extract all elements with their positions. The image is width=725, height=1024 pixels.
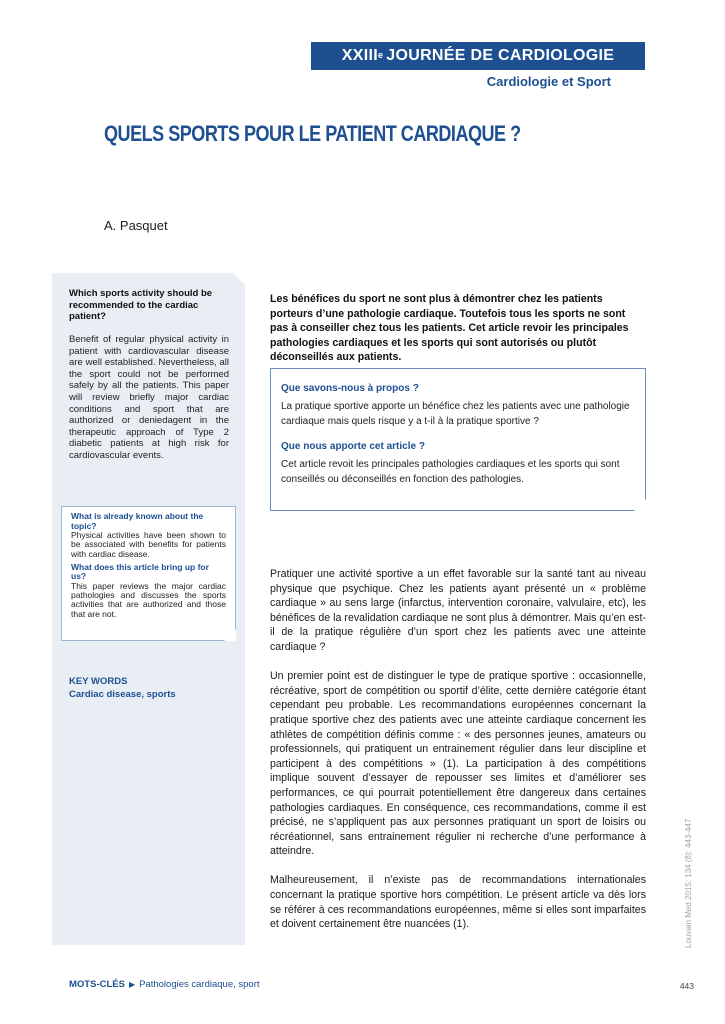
article-lead: Les bénéfices du sport ne sont plus à démontrer chez les patients porteurs d’une pathologie cardiaque. Toutefois tous les sports ne sont pas à conseiller chez tous les patients. Cet article revoir les principales pathologies cardiaques et les sports qui sont autorisés ou plutôt déconseillés aux patients. [270, 293, 629, 363]
journal-banner [311, 42, 645, 70]
article-author: A. Pasquet [104, 218, 168, 233]
journal-sup: e [377, 50, 384, 60]
article-body [270, 567, 646, 946]
known-question-1: What is already known about the topic? [71, 511, 204, 531]
info-question-2: Que nous apporte cet article ? [281, 441, 425, 452]
known-answer-2: This paper reviews the major cardiac pathologies and discusses the sports activities that are authorized and those that are not. [71, 580, 226, 619]
body-paragraph-1: Pratiquer une activité sportive a un effet favorable sur la santé tant au niveau physique que psychique. Chez les patients ayant présenté un « problème cardiaque » au sens large (infarctus, intervention coronaire, valvulaire, etc), les bénéfices de la revalidation cardiaque ne sont plus à démontrer. Mais qu’en est-il de la pratique régulière d’un sport chez les patients avec une atteinte cardiaque ? [270, 568, 646, 653]
info-box-corner [634, 499, 646, 511]
article-title: QUELS SPORTS POUR LE PATIENT CARDIAQUE ? [104, 121, 521, 146]
footer-keywords-items: Pathologies cardiaque, sport [139, 979, 260, 990]
known-box-corner [224, 629, 236, 641]
info-box [270, 368, 646, 511]
journal-prefix: XXIII [341, 47, 378, 64]
keywords-list: Cardiac disease, sports [69, 689, 176, 700]
body-paragraph-3: Malheureusement, il n’existe pas de recommandations internationales concernant la pratique sportive hors compétition. Le présent article va dès lors se référer à ces recommandations européennes, même si elles sont imparfaites et doivent certainement être nuancées (1). [270, 874, 646, 931]
info-question-1: Que savons-nous à propos ? [281, 383, 419, 394]
info-answer-1: La pratique sportive apporte un bénéfice chez les patients avec une pathologie cardiaque mais quels risque y a t-il à la pratique sportive ? [281, 401, 630, 427]
triangle-right-icon: ▶ [128, 980, 136, 989]
sidebar-corner [233, 273, 245, 285]
section-subtitle: Cardiologie et Sport [486, 74, 611, 89]
footer-keywords [69, 979, 260, 990]
journal-citation: Louvain Med 2015; 134 (8): 443-447 [684, 818, 693, 948]
page-number: 443 [679, 981, 694, 991]
keywords-title: KEY WORDS [69, 676, 128, 687]
journal-name: JOURNÉE DE CARDIOLOGIE [386, 47, 615, 64]
abstract-body: Benefit of regular physical activity in patient with cardiovascular disease are well established. Nevertheless, all the sport could not be performed safely by all the patients. This paper will review briefly major cardiac conditions and sport that are authorized or deniedagent in the therapeutic approach of Type 2 diabetic patients at high risk for cardiovascular events. [69, 334, 229, 461]
footer-keywords-label: MOTS-CLÉS [69, 979, 125, 990]
known-question-2: What does this article bring up for us? [71, 561, 209, 582]
body-paragraph-2: Un premier point est de distinguer le type de pratique sportive : occasionnelle, récréative, sport de compétition ou sportif d’élite, cette dernière catégorie étant cependant peu probable. Les recommandations européennes concernant la pratique sportive chez des patients avec une atteinte cardiaque concernent les athlètes de compétition définis comme : « des personnes jeunes, amateurs ou professionnels, qui pratiquent un entrainement régulier dans leur discipline et participent à des compétitions » (1). La participation à des compétitions implique souvent d’essayer de repousser ses limites et d’améliorer ses performances, ce qui pourrait potentiellement être dangereux dans certaines pathologies cardiaques. En conséquence, ces recommandations, comme il est précisé, ne s’appliquent pas aux personnes pratiquant un sport de loisirs ou récréationnel, sans entrainement régulier ni recherche d’une performance à atteindre. [270, 670, 646, 858]
abstract-heading: Which sports activity should be recommended to the cardiac patient? [69, 288, 213, 322]
known-answer-1: Physical activities have been shown to be associated with benefits for patients with cardiac disease. [71, 530, 226, 559]
known-about-box [61, 506, 236, 641]
info-answer-2: Cet article revoit les principales pathologies cardiaques et les sports qui sont conseillés ou déconseillés en fonction des pathologies. [281, 459, 620, 485]
